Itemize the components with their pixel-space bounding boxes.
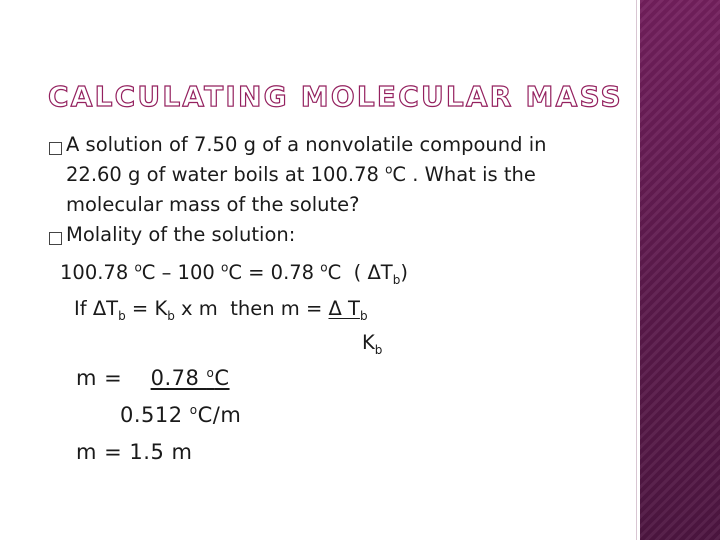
bullet2-text: Molality of the solution: [66,223,296,246]
bullet-box-icon [49,232,62,245]
bullet1-line2: 22.60 g of water boils at 100.78 $^o$C . What is the [66,162,536,186]
molality-result: m = 1.5 m [76,440,193,464]
kb-denominator: $K_b$ [362,331,383,357]
boiling-point-equation: If $\Delta T_b = K_b$ x m then m = Δ $T_b$ [74,297,368,323]
bullet1-line3: molecular mass of the solute? [66,193,360,216]
bullet-box-icon [49,142,62,155]
delta-t-line: 100.78 $^o$C – 100 $^o$C = 0.78 $^o$C ( $\Delta T_b$) [60,260,408,287]
bullet1-line1: A solution of 7.50 g of a nonvolatile compound in [66,133,547,156]
molality-numerator-line: m = 0.78 $^o$C [76,366,230,390]
decorative-side-panel [640,0,720,540]
molality-denominator: 0.512 $^o$C/m [120,403,242,427]
slide-title: CALCULATING MOLECULAR MASS [48,80,623,113]
